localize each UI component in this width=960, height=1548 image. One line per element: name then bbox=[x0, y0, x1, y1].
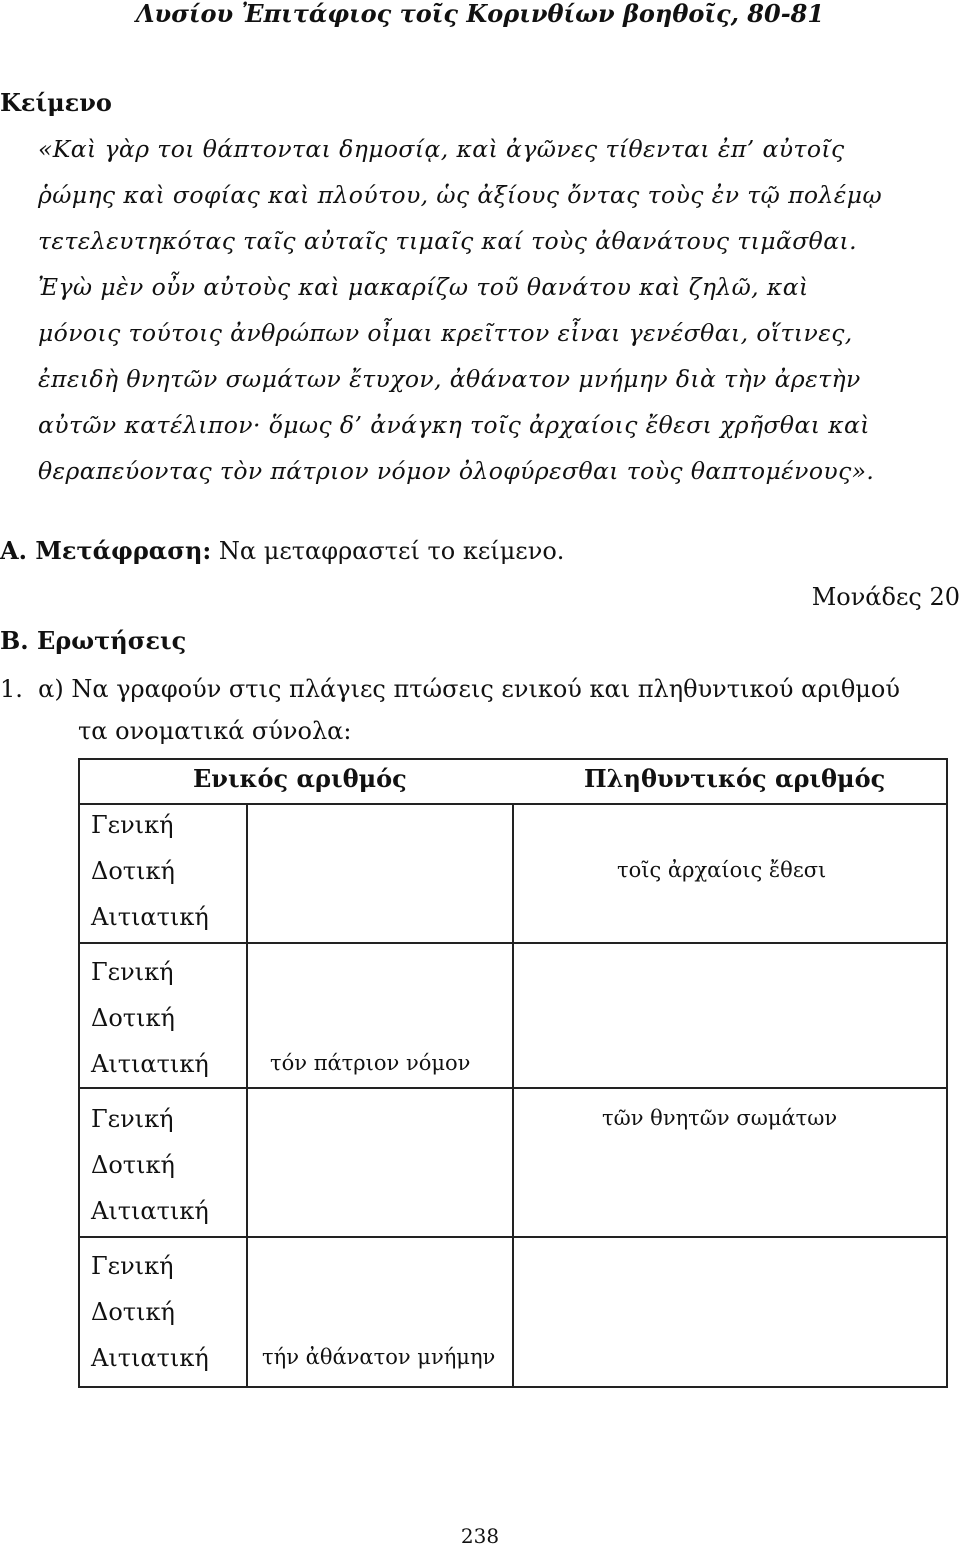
case-accusative: Αιτιατική bbox=[91, 903, 209, 931]
case-dative: Δοτική bbox=[91, 1298, 175, 1326]
passage-line-1: «Καὶ γὰρ τοι θάπτονται δημοσίᾳ, καὶ ἀγῶνες τίθενται ἐπ’ αὐτοῖς bbox=[38, 135, 845, 163]
passage-line-6: ἐπειδὴ θνητῶν σωμάτων ἔτυχον, ἀθάνατον μνήμην διὰ τὴν ἀρετὴν bbox=[38, 365, 861, 393]
question-1-line-1: 1. α) Να γραφούν στις πλάγιες πτώσεις ενικού και πληθυντικού αριθμού bbox=[0, 675, 900, 703]
text-heading: Κείμενο bbox=[0, 88, 112, 117]
table-column-divider-1 bbox=[246, 803, 248, 1386]
column-header-singular: Ενικός αριθμός bbox=[193, 764, 407, 793]
case-accusative: Αιτιατική bbox=[91, 1344, 209, 1372]
case-dative: Δοτική bbox=[91, 1151, 175, 1179]
table-column-divider-2 bbox=[512, 803, 514, 1386]
case-genitive: Γενική bbox=[91, 811, 174, 839]
section-a-instruction: Να μεταφραστεί το κείμενο. bbox=[218, 537, 565, 565]
passage-line-4: Ἐγὼ μὲν οὖν αὐτοὺς καὶ μακαρίζω τοῦ θανάτου καὶ ζηλῶ, καὶ bbox=[38, 273, 809, 301]
given-phrase-1: τοῖς ἀρχαίοις ἔθεσι bbox=[617, 858, 827, 882]
passage-line-5: μόνοις τούτοις ἀνθρώπων οἶμαι κρεῖττον εἶναι γενέσθαι, οἵτινες, bbox=[38, 319, 853, 347]
page-number: 238 bbox=[460, 1524, 500, 1548]
passage-line-3: τετελευτηκότας ταῖς αὐταῖς τιμαῖς καί τοὺς ἀθανάτους τιμᾶσθαι. bbox=[38, 227, 857, 255]
case-genitive: Γενική bbox=[91, 1252, 174, 1280]
section-b-label: Β. Ερωτήσεις bbox=[0, 626, 187, 655]
passage-line-8: θεραπεύοντας τὸν πάτριον νόμον ὀλοφύρεσθαι τοὺς θαπτομένους». bbox=[38, 457, 875, 485]
section-a-label: Α. Μετάφραση: bbox=[0, 536, 212, 565]
question-1-line-2: τα ονοματικά σύνολα: bbox=[78, 717, 352, 745]
case-accusative: Αιτιατική bbox=[91, 1050, 209, 1078]
given-phrase-4: τήν ἀθάνατον μνήμην bbox=[262, 1345, 496, 1369]
case-genitive: Γενική bbox=[91, 958, 174, 986]
passage-line-7: αὐτῶν κατέλιπον· ὅμως δ’ ἀνάγκη τοῖς ἀρχαίοις ἔθεσι χρῆσθαι καὶ bbox=[38, 411, 870, 439]
case-dative: Δοτική bbox=[91, 857, 175, 885]
passage-line-2: ῥώμης καὶ σοφίας καὶ πλούτου, ὡς ἀξίους ὄντας τοὺς ἐν τῷ πολέμῳ bbox=[38, 181, 883, 209]
case-accusative: Αιτιατική bbox=[91, 1197, 209, 1225]
case-genitive: Γενική bbox=[91, 1105, 174, 1133]
section-a-points: Μονάδες 20 bbox=[811, 583, 960, 611]
section-a bbox=[0, 536, 564, 566]
given-phrase-2: τόν πάτριον νόμον bbox=[270, 1051, 471, 1075]
case-dative: Δοτική bbox=[91, 1004, 175, 1032]
column-header-plural: Πληθυντικός αριθμός bbox=[584, 764, 886, 793]
given-phrase-3: τῶν θνητῶν σωμάτων bbox=[602, 1106, 838, 1130]
document-title: Λυσίου Ἐπιτάφιος τοῖς Κορινθίων βοηθοῖς, 80-81 bbox=[135, 0, 825, 28]
